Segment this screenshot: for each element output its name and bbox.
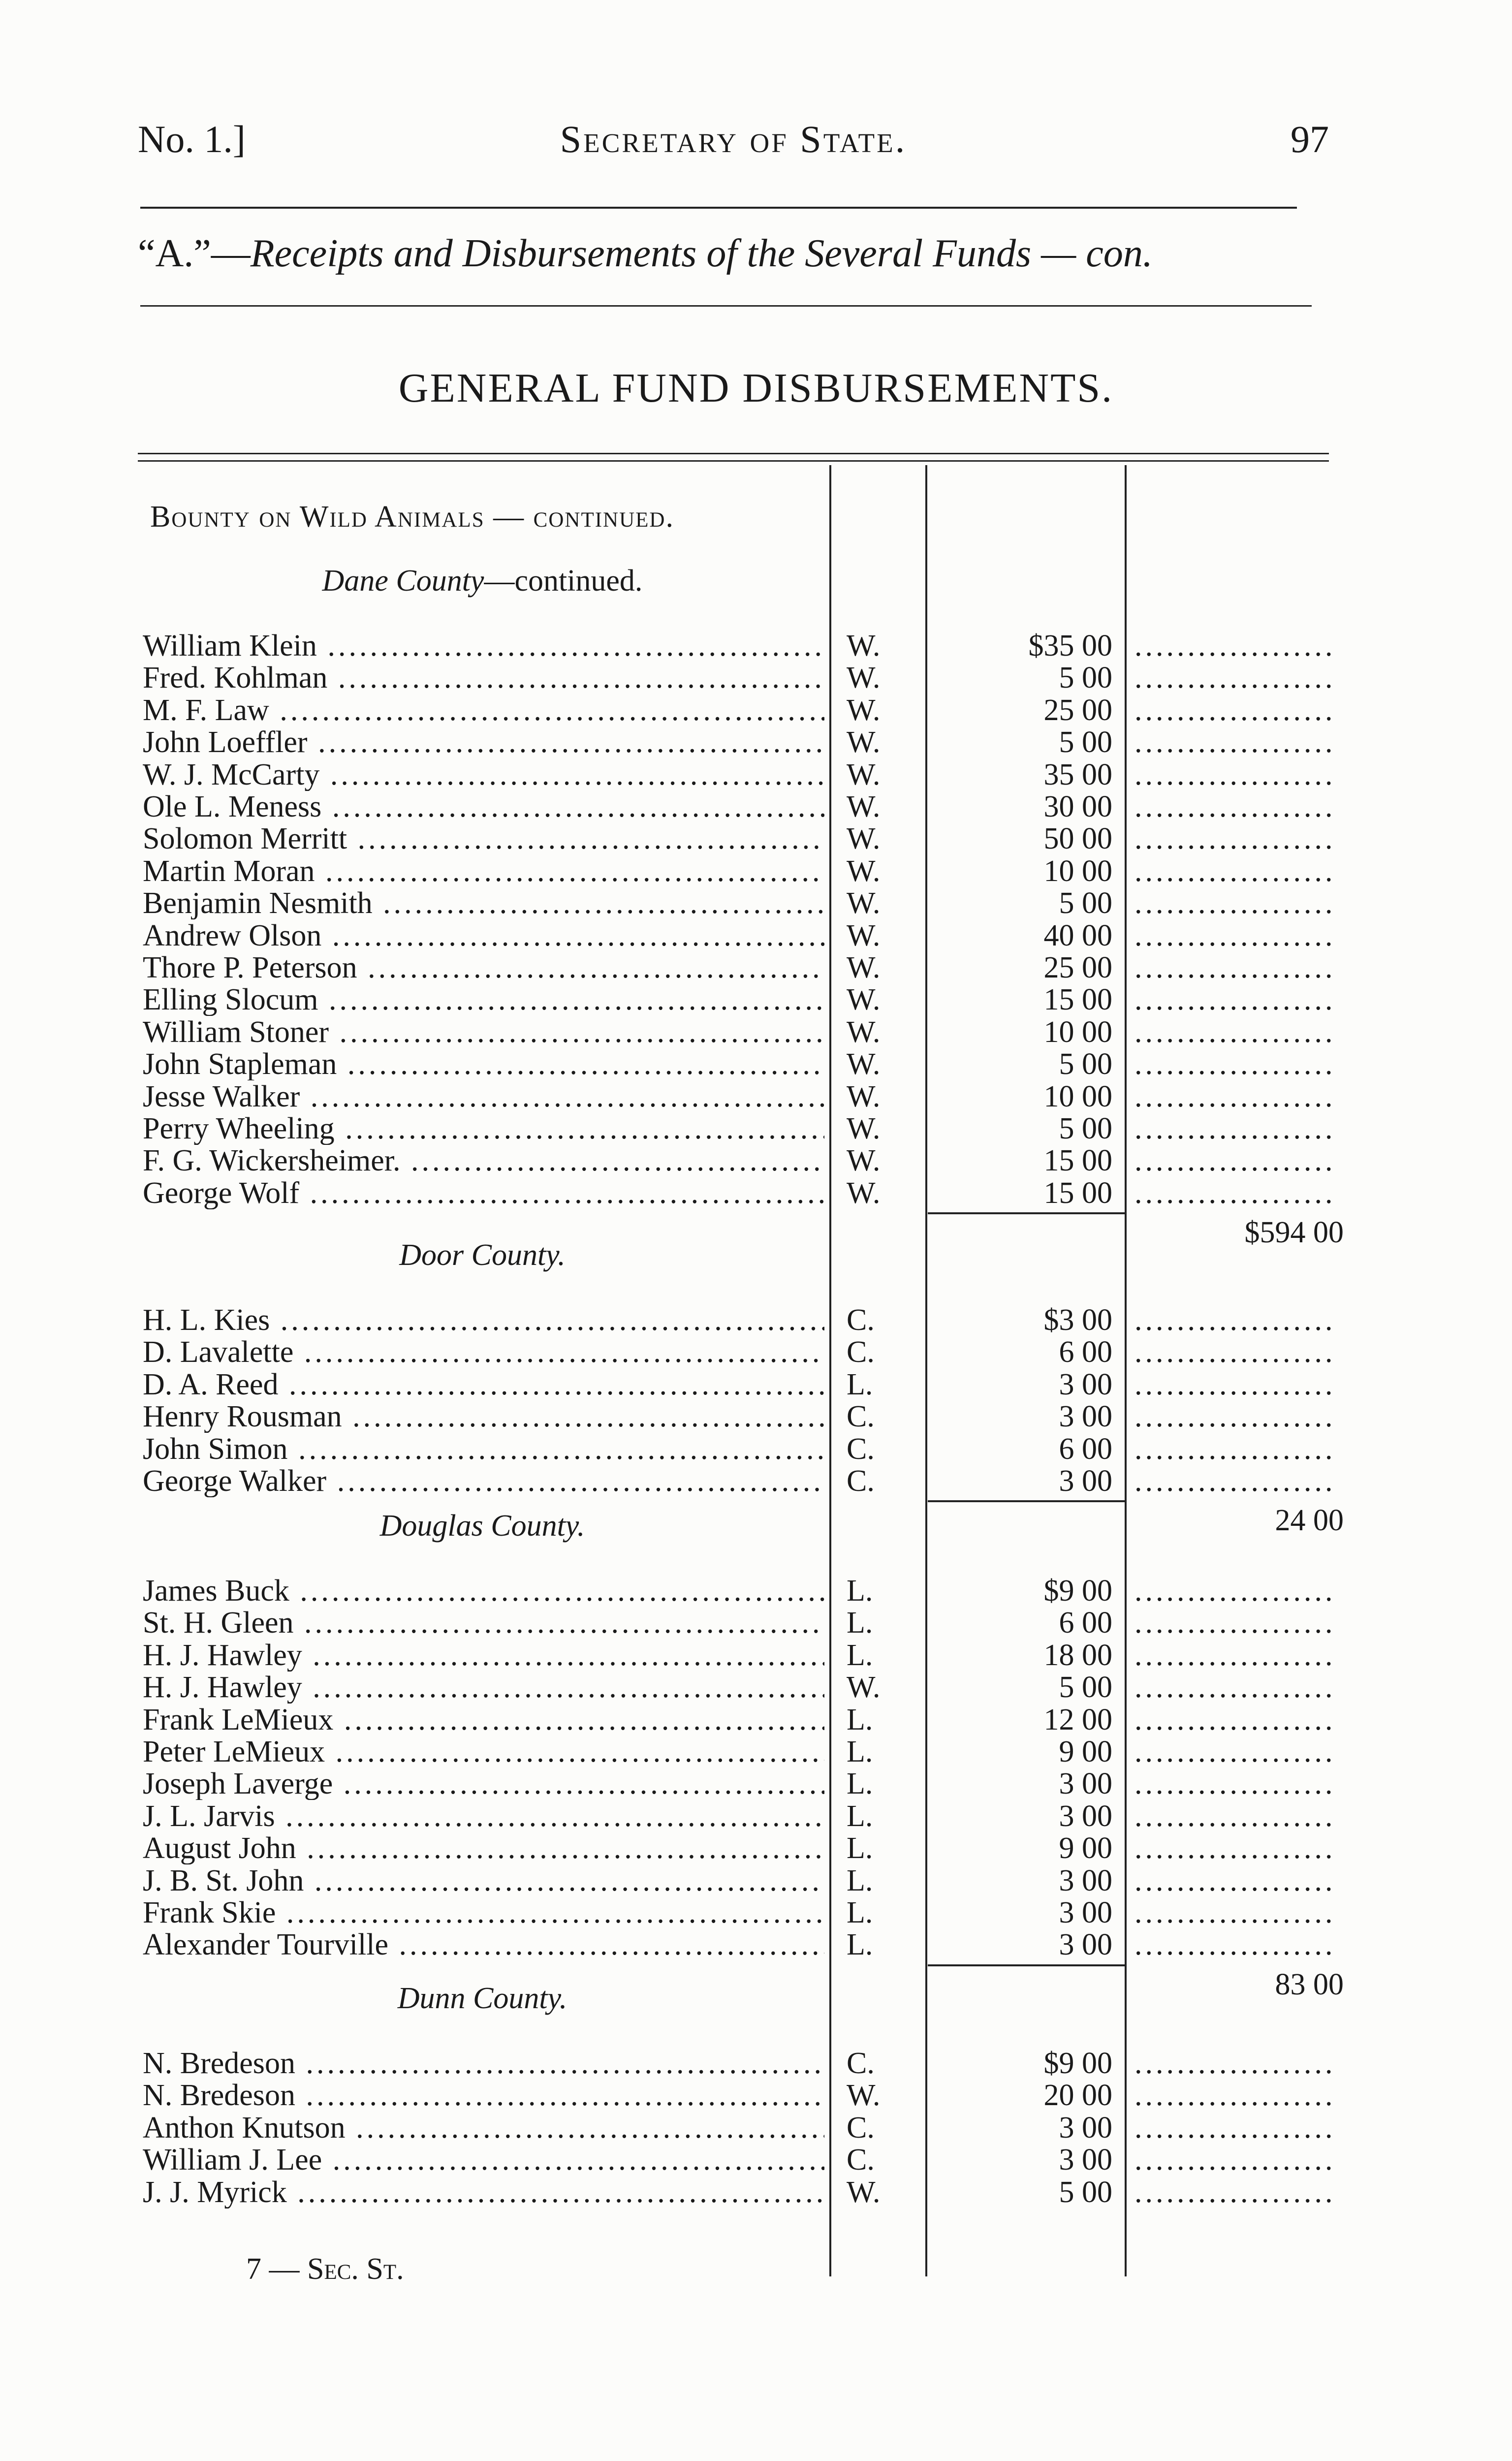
- total-leader: [1134, 1865, 1334, 1897]
- payee-name: August John .....: [143, 1832, 824, 1864]
- animal-class: W.: [847, 822, 881, 856]
- table-row: [138, 2048, 1339, 2080]
- amount: 3 00: [1059, 1799, 1112, 1833]
- subtotal-rule: [928, 1964, 1125, 1966]
- amount: 15 00: [1043, 1144, 1112, 1178]
- county-heading: [138, 564, 827, 599]
- table-row: [138, 823, 1339, 855]
- amount: 3 00: [1059, 2111, 1112, 2145]
- total-leader: [1134, 1177, 1334, 1209]
- amount: 10 00: [1043, 854, 1112, 888]
- subheading-suffix: — con.: [1031, 232, 1153, 275]
- animal-class: L.: [847, 1896, 873, 1929]
- table-row: [138, 1832, 1339, 1864]
- total-leader: [1134, 952, 1334, 984]
- animal-class: L.: [847, 1863, 873, 1897]
- amount: $9 00: [1043, 1574, 1112, 1608]
- payee-name: James Buck .....: [143, 1575, 824, 1607]
- table-row: [138, 855, 1339, 887]
- total-leader: [1134, 1800, 1334, 1832]
- animal-class: W.: [847, 661, 881, 695]
- animal-class: W.: [847, 1079, 881, 1113]
- amount: 20 00: [1043, 2079, 1112, 2113]
- subheading-prefix: “A.”—: [138, 232, 251, 275]
- amount: 3 00: [1059, 1767, 1112, 1801]
- total-leader: [1134, 1113, 1334, 1145]
- payee-name: John Simon .....: [143, 1433, 824, 1465]
- animal-class: W.: [847, 1047, 881, 1081]
- animal-class: L.: [847, 1367, 873, 1401]
- table-row: [138, 920, 1339, 952]
- amount: 5 00: [1059, 1671, 1112, 1704]
- payee-name: F. G. Wickersheimer. .....: [143, 1145, 824, 1177]
- amount: 35 00: [1043, 757, 1112, 791]
- table-row: [138, 2080, 1339, 2112]
- total-leader: [1134, 1336, 1334, 1368]
- amount: 9 00: [1059, 1831, 1112, 1865]
- table-row: [138, 1336, 1339, 1368]
- payee-name: M. F. Law .....: [143, 694, 824, 726]
- amount: 6 00: [1059, 1335, 1112, 1369]
- county-heading: [138, 1981, 827, 2016]
- amount: $9 00: [1043, 2047, 1112, 2080]
- total-leader: [1134, 1401, 1334, 1433]
- animal-class: W.: [847, 951, 881, 984]
- amount: 3 00: [1059, 1367, 1112, 1401]
- payee-name: John Stapleman .....: [143, 1048, 824, 1080]
- animal-class: W.: [847, 1671, 881, 1704]
- header-rule: [140, 207, 1297, 209]
- animal-class: L.: [847, 1638, 873, 1672]
- total-leader: [1134, 855, 1334, 887]
- animal-class: W.: [847, 983, 881, 1017]
- animal-class: W.: [847, 854, 881, 888]
- total-leader: [1134, 694, 1334, 726]
- total-leader: [1134, 1897, 1334, 1929]
- amount: 25 00: [1043, 951, 1112, 984]
- payee-name: St. H. Gleen .....: [143, 1607, 824, 1639]
- table-row: [138, 1865, 1339, 1897]
- subheading: [138, 231, 1329, 276]
- total-leader: [1134, 823, 1334, 855]
- total-leader: [1134, 1607, 1334, 1639]
- table-row: [138, 952, 1339, 984]
- amount: 15 00: [1043, 1176, 1112, 1210]
- payee-name: N. Bredeson .....: [143, 2048, 824, 2080]
- total-leader: [1134, 726, 1334, 758]
- table-row: [138, 1897, 1339, 1929]
- total-leader: [1134, 1736, 1334, 1768]
- amount: 6 00: [1059, 1606, 1112, 1640]
- amount: 5 00: [1059, 661, 1112, 695]
- total-leader: [1134, 984, 1334, 1016]
- total-leader: [1134, 791, 1334, 823]
- total-leader: [1134, 1929, 1334, 1961]
- total-leader: [1134, 1304, 1334, 1336]
- amount: 25 00: [1043, 693, 1112, 727]
- total-leader: [1134, 1832, 1334, 1864]
- amount: 3 00: [1059, 2143, 1112, 2177]
- payee-name: Andrew Olson .....: [143, 920, 824, 952]
- amount: 10 00: [1043, 1079, 1112, 1113]
- amount: 3 00: [1059, 1928, 1112, 1962]
- amount: 3 00: [1059, 1464, 1112, 1498]
- table-row: [138, 1465, 1339, 1497]
- total-leader: [1134, 1369, 1334, 1401]
- animal-class: W.: [847, 886, 881, 920]
- total-leader: [1134, 1672, 1334, 1704]
- payee-name: Joseph Laverge .....: [143, 1768, 824, 1800]
- county-name: Door County.: [399, 1238, 566, 1272]
- table-row: [138, 630, 1339, 662]
- subtotal-rule: [928, 1212, 1125, 1214]
- amount: $35 00: [1028, 629, 1112, 663]
- payee-name: N. Bredeson .....: [143, 2080, 824, 2112]
- amount: 18 00: [1043, 1638, 1112, 1672]
- payee-name: Benjamin Nesmith .....: [143, 887, 824, 919]
- payee-name: W. J. McCarty .....: [143, 759, 824, 791]
- total-leader: [1134, 1048, 1334, 1080]
- payee-name: Peter LeMieux .....: [143, 1736, 824, 1768]
- county-name: Dunn County.: [397, 1982, 567, 2015]
- amount: 3 00: [1059, 1863, 1112, 1897]
- animal-class: L.: [847, 1735, 873, 1768]
- county-total: 24 00: [1275, 1504, 1344, 1538]
- payee-name: J. B. St. John .....: [143, 1865, 824, 1897]
- payee-name: Jesse Walker .....: [143, 1081, 824, 1113]
- total-leader: [1134, 1465, 1334, 1497]
- total-leader: [1134, 2048, 1334, 2080]
- total-leader: [1134, 1575, 1334, 1607]
- total-leader: [1134, 2144, 1334, 2176]
- total-leader: [1134, 2112, 1334, 2144]
- table-row: [138, 1016, 1339, 1048]
- animal-class: C.: [847, 2047, 875, 2080]
- payee-name: H. J. Hawley .....: [143, 1672, 824, 1704]
- amount: 5 00: [1059, 886, 1112, 920]
- animal-class: W.: [847, 693, 881, 727]
- running-head: [138, 117, 1329, 171]
- payee-name: Martin Moran .....: [143, 855, 824, 887]
- total-leader: [1134, 1704, 1334, 1736]
- table-row: [138, 1145, 1339, 1177]
- issue-number: No. 1.]: [138, 118, 246, 160]
- amount: 9 00: [1059, 1735, 1112, 1768]
- amount: 5 00: [1059, 2175, 1112, 2209]
- payee-name: J. J. Myrick .....: [143, 2177, 824, 2209]
- animal-class: L.: [847, 1799, 873, 1833]
- animal-class: C.: [847, 1303, 875, 1337]
- animal-class: W.: [847, 790, 881, 823]
- payee-name: Solomon Merritt .....: [143, 823, 824, 855]
- payee-name: Alexander Tourville .....: [143, 1929, 824, 1961]
- animal-class: L.: [847, 1574, 873, 1608]
- section-title: GENERAL FUND DISBURSEMENTS.: [398, 365, 1114, 411]
- amount: $3 00: [1043, 1303, 1112, 1337]
- animal-class: W.: [847, 1144, 881, 1178]
- table-row: [138, 1575, 1339, 1607]
- signature-prefix: 7 —: [246, 2252, 307, 2286]
- payee-name: William Stoner .....: [143, 1016, 824, 1048]
- county-suffix: —continued.: [484, 564, 643, 598]
- table-row: [138, 1800, 1339, 1832]
- county-name: Douglas County.: [379, 1509, 585, 1543]
- total-leader: [1134, 630, 1334, 662]
- total-leader: [1134, 1433, 1334, 1465]
- total-leader: [1134, 662, 1334, 694]
- animal-class: L.: [847, 1606, 873, 1640]
- payee-name: Anthon Knutson .....: [143, 2112, 824, 2144]
- payee-name: William Klein .....: [143, 630, 824, 662]
- payee-name: Perry Wheeling .....: [143, 1113, 824, 1145]
- table-row: [138, 1672, 1339, 1704]
- signature-label: Sec. St.: [307, 2252, 404, 2286]
- amount: 6 00: [1059, 1432, 1112, 1466]
- payee-name: Fred. Kohlman .....: [143, 662, 824, 694]
- amount: 40 00: [1043, 918, 1112, 952]
- amount: 5 00: [1059, 1112, 1112, 1145]
- animal-class: W.: [847, 1015, 881, 1049]
- payee-name: D. Lavalette .....: [143, 1336, 824, 1368]
- table-row: [138, 1369, 1339, 1401]
- table-row: [138, 2112, 1339, 2144]
- county-name: Dane County: [322, 564, 484, 598]
- table-row: [138, 1704, 1339, 1736]
- table-row: [138, 2144, 1339, 2176]
- county-heading: [138, 1238, 827, 1273]
- table-row: [138, 984, 1339, 1016]
- payee-name: D. A. Reed .....: [143, 1369, 824, 1401]
- payee-name: George Wolf .....: [143, 1177, 824, 1209]
- payee-name: Frank Skie .....: [143, 1897, 824, 1929]
- total-leader: [1134, 2080, 1334, 2112]
- payee-name: William J. Lee .....: [143, 2144, 824, 2176]
- animal-class: W.: [847, 1176, 881, 1210]
- table-row: [138, 791, 1339, 823]
- animal-class: W.: [847, 918, 881, 952]
- total-leader: [1134, 1640, 1334, 1672]
- animal-class: W.: [847, 757, 881, 791]
- table-row: [138, 662, 1339, 694]
- table-row: [138, 1433, 1339, 1465]
- animal-class: C.: [847, 1432, 875, 1466]
- total-leader: [1134, 1016, 1334, 1048]
- subheading-rule: [140, 305, 1312, 307]
- amount: 12 00: [1043, 1703, 1112, 1736]
- disbursement-table: [138, 450, 1344, 2276]
- table-row: [138, 887, 1339, 919]
- payee-name: H. L. Kies .....: [143, 1304, 824, 1336]
- animal-class: L.: [847, 1703, 873, 1736]
- amount: 30 00: [1043, 790, 1112, 823]
- payee-name: George Walker .....: [143, 1465, 824, 1497]
- table-row: [138, 2177, 1339, 2209]
- animal-class: L.: [847, 1831, 873, 1865]
- amount: 10 00: [1043, 1015, 1112, 1049]
- animal-class: C.: [847, 1464, 875, 1498]
- table-row: [138, 1081, 1339, 1113]
- county-total: $594 00: [1244, 1216, 1344, 1250]
- table-row: [138, 759, 1339, 791]
- county-total: 83 00: [1275, 1967, 1344, 2001]
- table-row: [138, 1640, 1339, 1672]
- table-row: [138, 1304, 1339, 1336]
- amount: 3 00: [1059, 1400, 1112, 1434]
- table-row: [138, 1177, 1339, 1209]
- payee-name: Frank LeMieux .....: [143, 1704, 824, 1736]
- payee-name: Elling Slocum .....: [143, 984, 824, 1016]
- total-leader: [1134, 887, 1334, 919]
- table-row: [138, 1929, 1339, 1961]
- amount: 5 00: [1059, 726, 1112, 759]
- payee-name: Thore P. Peterson .....: [143, 952, 824, 984]
- signature-mark: [246, 2252, 404, 2287]
- table-row: [138, 1401, 1339, 1433]
- subtotal-rule: [928, 1500, 1125, 1502]
- total-leader: [1134, 1768, 1334, 1800]
- animal-class: W.: [847, 726, 881, 759]
- payee-name: Henry Rousman .....: [143, 1401, 824, 1433]
- payee-name: J. L. Jarvis .....: [143, 1800, 824, 1832]
- category-heading: Bounty on Wild Animals — continued.: [150, 500, 674, 534]
- table-row: [138, 1048, 1339, 1080]
- amount: 5 00: [1059, 1047, 1112, 1081]
- table-row: [138, 1768, 1339, 1800]
- total-leader: [1134, 759, 1334, 791]
- county-heading: [138, 1509, 827, 1544]
- animal-class: W.: [847, 1112, 881, 1145]
- animal-class: W.: [847, 2079, 881, 2113]
- total-leader: [1134, 2177, 1334, 2209]
- total-leader: [1134, 1145, 1334, 1177]
- table-row: [138, 1113, 1339, 1145]
- animal-class: C.: [847, 1400, 875, 1434]
- total-leader: [1134, 1081, 1334, 1113]
- table-row: [138, 1736, 1339, 1768]
- amount: 15 00: [1043, 983, 1112, 1017]
- total-leader: [1134, 920, 1334, 952]
- animal-class: C.: [847, 1335, 875, 1369]
- table-row: [138, 726, 1339, 758]
- table-row: [138, 694, 1339, 726]
- page-number: 97: [1291, 118, 1329, 160]
- animal-class: W.: [847, 2175, 881, 2209]
- amount: 3 00: [1059, 1896, 1112, 1929]
- payee-name: John Loeffler .....: [143, 726, 824, 758]
- amount: 50 00: [1043, 822, 1112, 856]
- animal-class: C.: [847, 2111, 875, 2145]
- table-row: [138, 1607, 1339, 1639]
- payee-name: Ole L. Meness .....: [143, 791, 824, 823]
- payee-name: H. J. Hawley .....: [143, 1640, 824, 1672]
- animal-class: C.: [847, 2143, 875, 2177]
- subheading-title: Receipts and Disbursements of the Several Funds: [250, 232, 1032, 275]
- animal-class: L.: [847, 1928, 873, 1962]
- animal-class: W.: [847, 629, 881, 663]
- animal-class: L.: [847, 1767, 873, 1801]
- running-title: Secretary of State.: [560, 118, 907, 160]
